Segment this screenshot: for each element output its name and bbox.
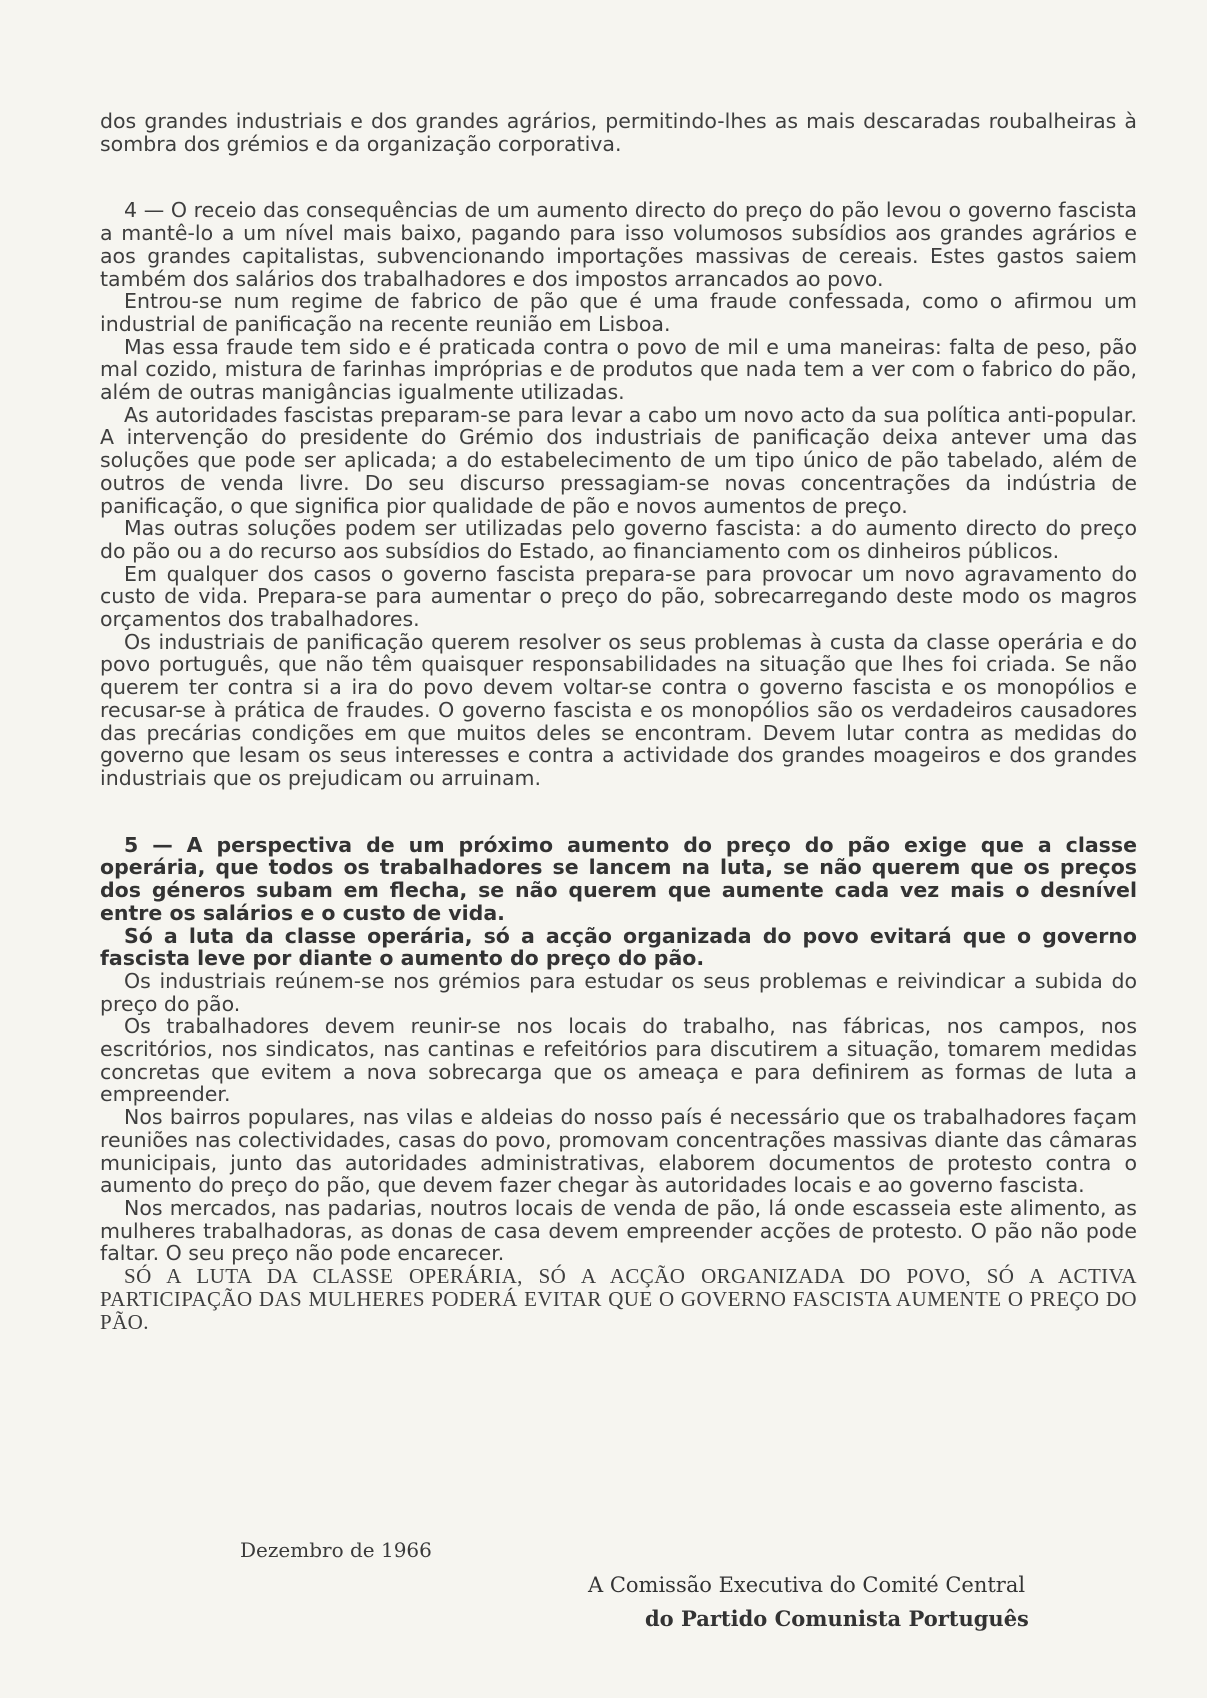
paragraph: Os industriais de panificação querem resolver os seus problemas à custa da classe operária e do povo português, que não têm quaisquer responsabilidades na situação que lhes foi criada. Se não querem ter contra si a ira do povo devem voltar-se contra o governo fascista e os monopólios e recusar-se à prática de fraudes. O governo fascista e os monopólios são os verdadeiros causadores das precárias condições em que muitos deles se encontram. Devem lutar contra as medidas do governo que lesam os seus interesses e contra a actividade dos grandes moageiros e dos grandes industriais que os prejudicam ou arruinam.: [100, 629, 1137, 790]
signature-block: [588, 1568, 1029, 1636]
paragraph: Os industriais reúnem-se nos grémios para estudar os seus problemas e reivindicar a subida do preço do pão.: [100, 968, 1137, 1016]
paragraph: Os trabalhadores devem reunir-se nos locais do trabalho, nas fábricas, nos campos, nos escritórios, nos sindicatos, nas cantinas e refeitórios para discutirem a situação, tomarem medidas concretas que evitem a nova sobrecarga que os ameaça e para definirem as formas de luta a empreender.: [100, 1014, 1137, 1107]
paragraph: Entrou-se num regime de fabrico de pão que é uma fraude confessada, como o afirmou um industrial de panificação na recente reunião em Lisboa.: [100, 289, 1137, 336]
signature-line-2: do Partido Comunista Português: [645, 1606, 1029, 1631]
paragraph: Mas outras soluções podem ser utilizadas pelo governo fascista: a do aumento directo do preço do pão ou a do recurso aos subsídios do Estado, ao financiamento com os dinheiros públicos.: [100, 516, 1137, 563]
paragraph-section-5: 5 — A perspectiva de um próximo aumento do preço do pão exige que a classe operária, que todos os trabalhadores se lancem na luta, se não querem que os preços dos géneros subam em flecha, se não querem que aumente cada vez mais o desnível entre os salários e o custo de vida.: [100, 832, 1137, 925]
paragraph: Em qualquer dos casos o governo fascista prepara-se para provocar um novo agravamento do custo de vida. Prepara-se para aumentar o preço do pão, sobrecarregando deste modo os magros orçamentos dos trabalhadores.: [100, 561, 1137, 632]
paragraph-emphasis: Só a luta da classe operária, só a acção organizada do povo evitará que o governo fascista leve por diante o aumento do preço do pão.: [100, 923, 1137, 971]
paragraph-continuation: dos grandes industriais e dos grandes agrários, permitindo-lhes as mais descaradas roubalheiras à sombra dos grémios e da organização corporativa.: [100, 109, 1137, 156]
signature-line-1: A Comissão Executiva do Comité Central: [588, 1573, 1026, 1597]
paragraph-section-4: 4 — O receio das consequências de um aumento directo do preço do pão levou o governo fascista a mantê-lo a um nível mais baixo, pagando para isso volumosos subsídios aos grandes agrários e aos grandes capitalistas, subvencionando importações massivas de cereais. Estes gastos saiem também dos salários dos trabalhadores e dos impostos arrancados ao povo.: [100, 198, 1137, 291]
paragraph: As autoridades fascistas preparam-se para levar a cabo um novo acto da sua política anti-popular. A intervenção do presidente do Grémio dos industriais de panificação deixa antever uma das soluções que pode ser aplicada; a do estabelecimento de um tipo único de pão tabelado, além de outros de venda livre. Do seu discurso pressagiam-se novas concentrações da indústria de panificação, o que significa pior qualidade de pão e novos aumentos de preço.: [100, 402, 1137, 518]
document-date: Dezembro de 1966: [240, 1538, 432, 1562]
closing-slogan: SÓ A LUTA DA CLASSE OPERÁRIA, SÓ A ACÇÃO ORGANIZADA DO POVO, SÓ A ACTIVA PARTICIPAÇÃO DAS MULHERES PODERÁ EVITAR QUE O GOVERNO FASCISTA AUMENTE O PREÇO DO PÃO.: [100, 1264, 1137, 1335]
document-body: [100, 110, 1137, 1334]
paragraph: Nos mercados, nas padarias, noutros locais de venda de pão, lá onde escasseia este alimento, as mulheres trabalhadoras, as donas de casa devem empreender acções de protesto. O pão não pode faltar. O seu preço não pode encarecer.: [100, 1195, 1137, 1266]
paragraph: Nos bairros populares, nas vilas e aldeias do nosso país é necessário que os trabalhadores façam reuniões nas colectividades, casas do povo, promovam concentrações massivas diante das câmaras municipais, junto das autoridades administrativas, elaborem documentos de protesto contra o aumento do preço do pão, que devem fazer chegar às autoridades locais e ao governo fascista.: [100, 1105, 1137, 1198]
paragraph: Mas essa fraude tem sido e é praticada contra o povo de mil e uma maneiras: falta de peso, pão mal cozido, mistura de farinhas impróprias e de produtos que nada tem a ver com o fabrico do pão, além de outras manigâncias igualmente utilizadas.: [100, 334, 1137, 405]
